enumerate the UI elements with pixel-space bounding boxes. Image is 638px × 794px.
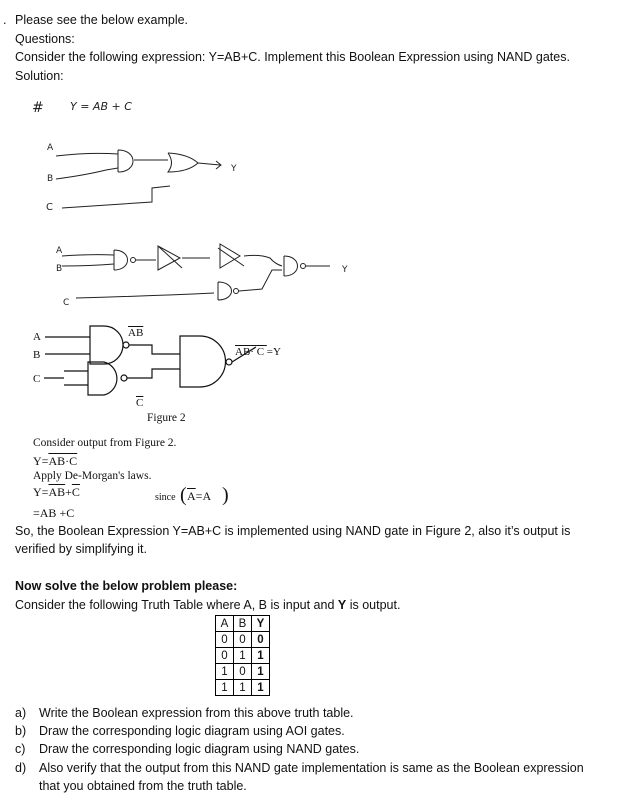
- task-text: Draw the corresponding logic diagram using NAND gates.: [39, 742, 360, 756]
- fig-out-y: =Y: [266, 346, 281, 358]
- task-marker: c): [15, 742, 26, 756]
- figure-caption: Figure 2: [147, 412, 186, 424]
- sketch-hash: #: [32, 100, 44, 116]
- sketch2-bubble-c: [234, 289, 239, 294]
- sketch2-nand1: [114, 250, 128, 270]
- fig-nand-c: [88, 362, 117, 395]
- table-row: [216, 664, 270, 680]
- header-y: Y: [252, 616, 270, 632]
- sketch-label-c2: C: [63, 298, 70, 308]
- cell: 1: [234, 680, 252, 696]
- since-word: since: [155, 492, 176, 503]
- task-a: [15, 705, 354, 721]
- sketch2-wire-to-or: [244, 255, 282, 266]
- sketch2-wire-b: [62, 264, 114, 266]
- sketch-label-a1: A: [47, 143, 54, 153]
- cell: 0: [216, 648, 234, 664]
- figure-2: [44, 326, 256, 395]
- sketch2-wire-a: [62, 255, 114, 256]
- since-expression: [187, 488, 211, 504]
- sketch2-wire-c: [76, 293, 214, 298]
- fig-wire-c-split: [64, 371, 88, 385]
- task-marker: d): [15, 761, 27, 775]
- sketch-label-y1: Y: [231, 164, 237, 174]
- table-row: [216, 680, 270, 696]
- cell: 0: [234, 632, 252, 648]
- sketch2-inverter2: [218, 244, 244, 268]
- sketch1-out-arrow: [198, 161, 221, 169]
- derivation-line3: =AB +C: [33, 506, 75, 520]
- fig-wire-ab-out: [129, 345, 180, 354]
- conclusion-line2: verified by simplifying it.: [15, 542, 147, 556]
- task-b: [15, 723, 345, 739]
- task-d-continued: that you obtained from the truth table.: [39, 779, 247, 793]
- sketch2-wire-c-out: [239, 270, 282, 291]
- intro-y: Y: [337, 598, 347, 612]
- sketch-label-y2: Y: [342, 265, 348, 275]
- y-prefix: Y=: [33, 454, 49, 468]
- sketch-label-b1: B: [47, 174, 54, 184]
- overbar-group: [48, 454, 77, 468]
- fig-label-c: C: [33, 373, 41, 385]
- sketch2-inverter1: [158, 246, 182, 270]
- cell: 1: [216, 680, 234, 696]
- sketch1-wire-a: [56, 153, 118, 156]
- cell: 0: [234, 664, 252, 680]
- sketch1-and-gate: [118, 150, 133, 172]
- derivation-line2: [33, 484, 80, 500]
- consider-line: Consider output from Figure 2.: [33, 437, 177, 449]
- derivation-line1: [33, 453, 77, 469]
- fig-nand-ab-bubble: [123, 342, 129, 348]
- task-c: [15, 741, 359, 757]
- sketch-label-c1: C: [46, 202, 53, 213]
- task-text: Also verify that the output from this NAND gate implementation is same as the Boolean expression: [39, 761, 584, 775]
- line2-plus: +: [65, 485, 72, 499]
- sketch1-or-gate: [168, 153, 198, 172]
- since-eq: =A: [195, 489, 212, 503]
- since-a-bar: $\overline{A}$: [187, 489, 196, 503]
- sketch2-bubble1: [131, 258, 136, 263]
- task-marker: a): [15, 706, 27, 720]
- sketch2-bubble2: [301, 264, 306, 269]
- task-text: Draw the corresponding logic diagram using AOI gates.: [39, 724, 345, 738]
- line2-prefix: Y=: [33, 485, 49, 499]
- bullet-dot: .: [3, 13, 7, 27]
- question-text: Consider the following expression: Y=AB+C. Implement this Boolean Expression using NAND gates.: [15, 50, 570, 64]
- task-d: [15, 760, 584, 776]
- fig-out-dot: ·: [250, 346, 254, 358]
- hand-sketch: [56, 150, 330, 300]
- since-paren-close: ): [222, 484, 229, 506]
- intro-a: Consider the following Truth Table where A, B is input and: [15, 598, 338, 612]
- sketch1-wire-b: [56, 168, 118, 179]
- since-paren-open: (: [180, 484, 187, 506]
- header-a: A: [216, 616, 234, 632]
- intro-line: Please see the below example.: [15, 13, 189, 27]
- y-ab: AB: [48, 454, 66, 468]
- sketch2-nand-c: [218, 282, 232, 300]
- fig-label-b: B: [33, 349, 41, 361]
- fig-nand-c-bubble: [121, 375, 127, 381]
- task-text: Write the Boolean expression from this above truth table.: [39, 706, 354, 720]
- fig-nand-final: [180, 336, 226, 387]
- questions-label: Questions:: [15, 32, 75, 46]
- y-dot: ·: [65, 454, 70, 468]
- solution-label: Solution:: [15, 69, 64, 83]
- table-row: [216, 632, 270, 648]
- fig-label-ab-bar: $\overline{AB}$: [128, 327, 144, 339]
- fig-output-expression: [235, 344, 281, 360]
- fig-nand-ab: [90, 326, 123, 364]
- problem-heading: Now solve the below problem please:: [15, 579, 238, 593]
- line2-ab: $\overline{AB}$: [48, 485, 66, 499]
- cell: 0: [252, 632, 270, 648]
- fig-out-ab: AB: [235, 346, 251, 358]
- apply-demorgan: Apply De-Morgan's laws.: [33, 470, 152, 482]
- table-row: [216, 648, 270, 664]
- cell: 1: [252, 664, 270, 680]
- truth-table-header: [216, 616, 270, 632]
- y-c: C: [69, 454, 78, 468]
- fig-out-c: C: [256, 346, 265, 358]
- fig-label-c-bar: $\overline{C}$: [136, 397, 144, 409]
- fig-wire-c-out: [127, 369, 180, 378]
- fig-nand-final-bubble: [226, 359, 232, 365]
- line2-c: $\overline{C}$: [71, 485, 80, 499]
- cell: 1: [252, 648, 270, 664]
- sketch-expression: Y = AB + C: [70, 100, 132, 113]
- fig-label-a: A: [33, 331, 41, 343]
- problem-intro: [15, 597, 400, 613]
- cell: 0: [216, 632, 234, 648]
- sketch1-wire-c: [62, 186, 170, 208]
- intro-b: is output.: [346, 598, 401, 612]
- task-marker: b): [15, 724, 27, 738]
- sketch2-nand2: [284, 256, 298, 276]
- cell: 1: [234, 648, 252, 664]
- cell: 1: [216, 664, 234, 680]
- sketch-label-b2: B: [56, 264, 63, 274]
- sketch-label-a2: A: [56, 246, 63, 256]
- truth-table: [215, 615, 270, 696]
- cell: 1: [252, 680, 270, 696]
- header-b: B: [234, 616, 252, 632]
- conclusion-line1: So, the Boolean Expression Y=AB+C is implemented using NAND gate in Figure 2, also it’s output is: [15, 524, 571, 538]
